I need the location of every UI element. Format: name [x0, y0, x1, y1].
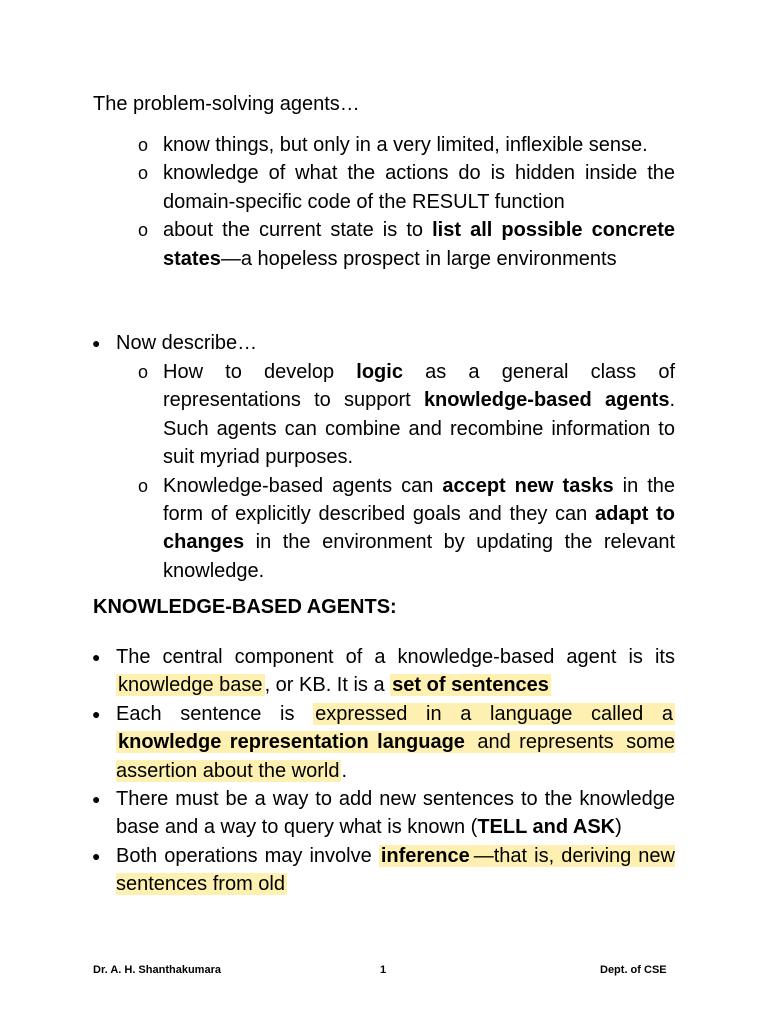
list-item-text: in the form of explicitly described goals and they can — [163, 474, 675, 526]
list-item-text: accept new tasks — [442, 474, 614, 497]
list-item-text: as a general class of representations to support — [163, 361, 675, 412]
list-item — [92, 329, 675, 357]
section-heading: KNOWLEDGE-BASED AGENTS: — [93, 596, 397, 618]
highlighted-text: some assertion about the world — [116, 731, 675, 782]
bullet-marker: ● — [92, 705, 101, 722]
highlighted-text: knowledge representation language — [118, 731, 465, 754]
footer-page-number: 1 — [380, 964, 387, 976]
now-describe-text: Now describe… — [116, 332, 258, 354]
bullet-marker: ● — [92, 335, 101, 351]
highlighted-text: set of sentences — [392, 674, 549, 697]
list-item-text: How to develop — [163, 361, 357, 383]
list-item-text: . — [341, 759, 348, 782]
intro-text: The problem-solving agents… — [93, 93, 360, 115]
list-item-text: . Such agents can combine and recombine information to suit myriad purposes. — [163, 389, 675, 469]
list-item-text: Both operations may involve — [116, 844, 379, 867]
list-item-text: about the current state is to — [163, 219, 433, 242]
list-item — [138, 216, 676, 273]
list-item-text: The central component of a knowledge-based agent is its — [116, 646, 675, 668]
list-item — [138, 472, 675, 586]
bullet-list-now — [92, 329, 675, 357]
list-item — [138, 358, 675, 472]
bullet-marker: ● — [92, 791, 101, 808]
sub-bullet-marker: o — [138, 163, 149, 184]
bullet-marker: ● — [92, 847, 101, 864]
list-item — [92, 842, 676, 899]
list-item — [92, 700, 675, 785]
knowledge-based-agents-list — [92, 643, 676, 899]
list-item-text: TELL and ASK — [477, 816, 616, 839]
list-item-text: , or KB. It is a — [264, 674, 391, 697]
list-item-text: know things, but only in a very limited, inflexible sense. — [163, 134, 648, 156]
footer-author: Dr. A. H. Shanthakumara — [93, 964, 221, 976]
list-item-text: knowledge-based agents — [423, 389, 670, 412]
list-item-text: list all possible concrete states — [163, 219, 676, 270]
list-item-text: —a hopeless prospect in large environments — [220, 247, 617, 270]
highlighted-text: inference — [380, 844, 470, 867]
sub-bullet-marker: o — [138, 135, 149, 155]
list-item-text: adapt to changes — [163, 503, 675, 554]
bullet-marker: ● — [92, 649, 101, 665]
highlighted-text: knowledge base — [118, 674, 263, 697]
highlighted-text: expressed in a language called a — [315, 702, 674, 725]
list-item-text: ) — [615, 816, 622, 839]
sub-bullet-marker: o — [138, 220, 149, 241]
sub-list-describe — [138, 358, 675, 585]
list-item — [92, 643, 675, 700]
list-item-text: knowledge of what the actions do is hidden inside the domain-specific code of the RESULT function — [163, 162, 675, 213]
sub-bullet-marker: o — [138, 475, 149, 496]
list-item-text: logic — [356, 361, 403, 383]
list-item-text: There must be a way to add new sentences to the knowledge base and a way to query what is known ( — [116, 788, 675, 839]
list-item — [138, 159, 675, 216]
sub-list-problem-solving — [138, 131, 676, 273]
highlighted-text: —that is, deriving new sentences from old — [116, 844, 676, 896]
list-item — [138, 131, 675, 159]
sub-bullet-marker: o — [138, 362, 149, 382]
list-item — [92, 785, 675, 842]
footer-department: Dept. of CSE — [600, 964, 667, 976]
list-item-text: Knowledge-based agents can — [163, 474, 443, 497]
list-item-text: Each sentence is — [116, 702, 314, 725]
list-item-text: in the environment by updating the relevant knowledge. — [163, 531, 675, 582]
highlighted-text: and represents — [468, 731, 623, 754]
